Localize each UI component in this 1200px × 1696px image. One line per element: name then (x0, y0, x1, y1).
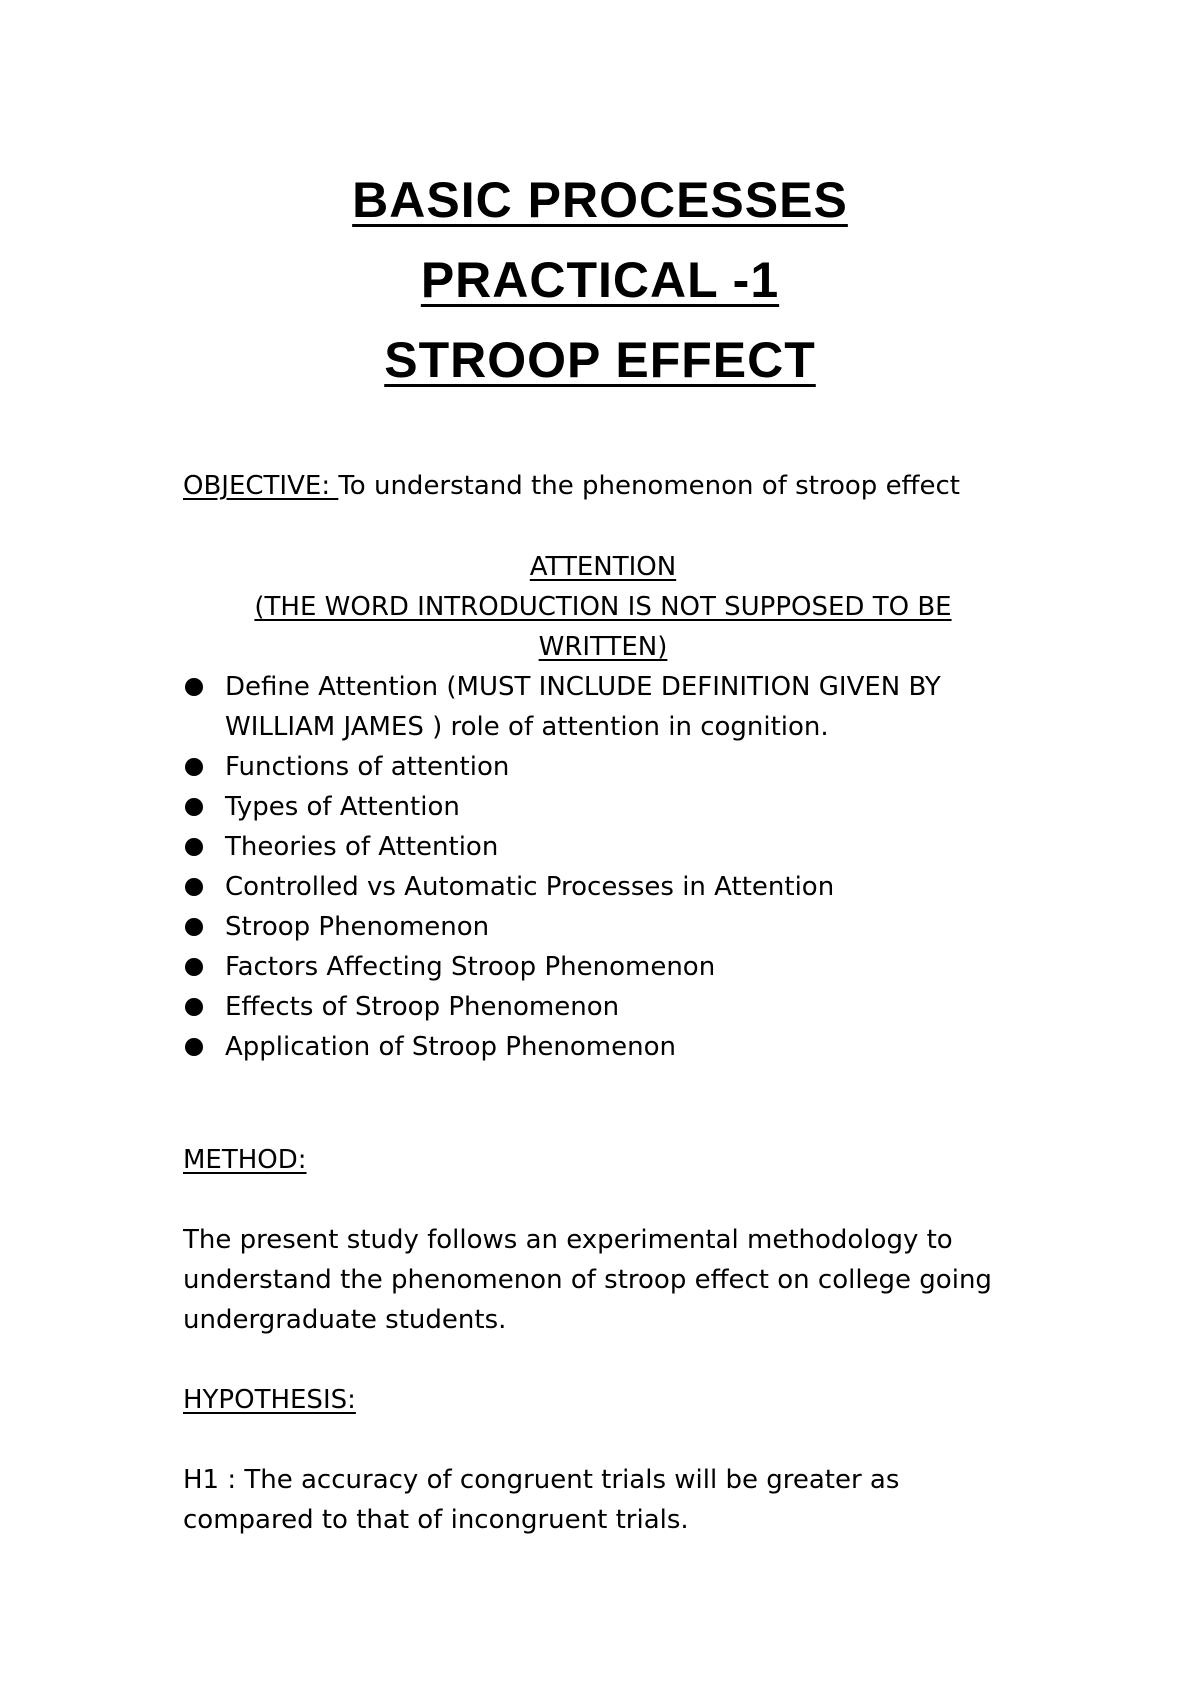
method-line-1: The present study follows an experimental methodology to (183, 1225, 953, 1255)
list-item (183, 907, 1063, 947)
bullet-icon (185, 1038, 203, 1056)
attention-heading: ATTENTION (529, 552, 677, 582)
method-line-2: understand the phenomenon of stroop effect on college going (183, 1265, 992, 1295)
bullet-icon (185, 678, 203, 696)
title-line-2: PRACTICAL -1 (420, 252, 780, 308)
list-item (183, 987, 1063, 1027)
bullet-icon (185, 998, 203, 1016)
list-item (183, 1027, 1063, 1067)
bullet-icon (185, 838, 203, 856)
hypothesis-line-2: compared to that of incongruent trials. (183, 1505, 689, 1535)
hypothesis-line-1: H1 : The accuracy of congruent trials will be greater as (183, 1465, 900, 1495)
list-item-text: Theories of Attention (225, 832, 499, 862)
attention-note-line-1: (THE WORD INTRODUCTION IS NOT SUPPOSED TO BE (254, 592, 952, 622)
title-line-1: BASIC PROCESSES (352, 172, 848, 228)
bullet-icon (185, 918, 203, 936)
hypothesis-paragraph (183, 1460, 1043, 1540)
list-item-text: Types of Attention (225, 792, 460, 822)
list-item (183, 867, 1063, 907)
bullet-icon (185, 798, 203, 816)
list-item-text: Stroop Phenomenon (225, 912, 490, 942)
bullet-icon (185, 958, 203, 976)
attention-topics-list (183, 667, 1063, 1067)
list-item-text: Define Attention (MUST INCLUDE DEFINITION GIVEN BY (225, 672, 941, 702)
list-item-text-continued: WILLIAM JAMES ) role of attention in cognition. (225, 712, 829, 742)
list-item (183, 827, 1063, 867)
objective-label: OBJECTIVE: (183, 471, 339, 501)
list-item-text: Factors Affecting Stroop Phenomenon (225, 952, 716, 982)
bullet-icon (185, 878, 203, 896)
title-line-3: STROOP EFFECT (384, 332, 816, 388)
method-heading: METHOD: (183, 1145, 307, 1175)
list-item-text: Functions of attention (225, 752, 510, 782)
list-item-text: Effects of Stroop Phenomenon (225, 992, 620, 1022)
objective-text: To understand the phenomenon of stroop effect (338, 471, 960, 501)
method-paragraph (183, 1220, 1043, 1340)
list-item (183, 747, 1063, 787)
bullet-icon (185, 758, 203, 776)
document-title (0, 160, 1200, 400)
method-line-3: undergraduate students. (183, 1305, 507, 1335)
list-item (183, 667, 1063, 747)
list-item (183, 947, 1063, 987)
hypothesis-heading: HYPOTHESIS: (183, 1385, 356, 1415)
objective-section (183, 466, 1083, 506)
attention-note-line-2: WRITTEN) (538, 632, 668, 662)
list-item (183, 787, 1063, 827)
list-item-text: Controlled vs Automatic Processes in Attention (225, 872, 835, 902)
list-item-text: Application of Stroop Phenomenon (225, 1032, 676, 1062)
attention-heading-block (183, 547, 1023, 667)
